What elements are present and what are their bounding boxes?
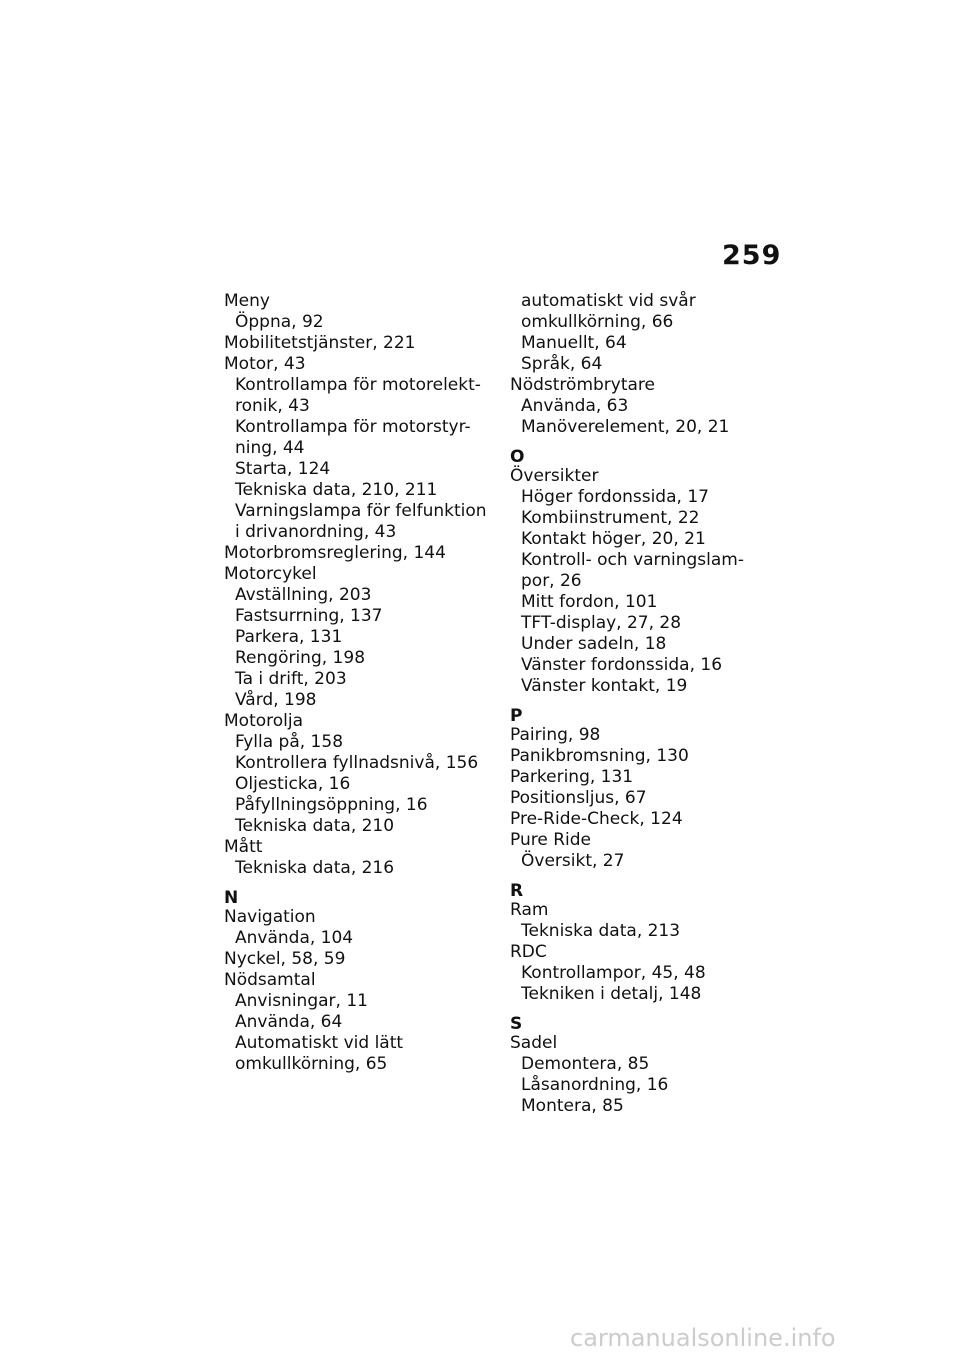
index-subentry: omkullkörning, 66 (521, 312, 674, 332)
page-number: 259 (722, 240, 782, 271)
index-subentry: ning, 44 (235, 438, 305, 458)
index-subentry: Tekniska data, 210, 211 (235, 480, 438, 500)
index-column-left (224, 291, 494, 1075)
index-entry: Meny (224, 291, 270, 311)
index-entry: Nyckel, 58, 59 (224, 949, 346, 969)
index-entry: Motorbromsreglering, 144 (224, 543, 446, 563)
index-subentry: Använda, 104 (235, 928, 354, 948)
index-subentry: Vänster fordonssida, 16 (521, 655, 723, 675)
index-subentry: Kontrollampa för motorstyr- (235, 417, 471, 437)
index-subentry: Använda, 63 (521, 396, 629, 416)
index-subentry: Under sadeln, 18 (521, 634, 667, 654)
index-subentry: automatiskt vid svår (521, 291, 696, 311)
index-entry: Översikter (510, 466, 599, 486)
index-entry: Pre-Ride-Check, 124 (510, 809, 683, 829)
index-subentry: Tekniska data, 213 (521, 921, 681, 941)
index-subentry: Oljesticka, 16 (235, 774, 351, 794)
index-letter-heading: O (510, 447, 525, 467)
index-subentry: Parkera, 131 (235, 627, 343, 647)
index-subentry: Mitt fordon, 101 (521, 592, 658, 612)
index-entry: Motor, 43 (224, 354, 306, 374)
index-subentry: ronik, 43 (235, 396, 310, 416)
index-subentry: Demontera, 85 (521, 1054, 650, 1074)
index-subentry: Höger fordonssida, 17 (521, 487, 709, 507)
index-subentry: Kontrollampor, 45, 48 (521, 963, 706, 983)
index-subentry: Kontroll- och varningslam- (521, 550, 744, 570)
index-entry: Nödsamtal (224, 970, 316, 990)
index-subentry: Varningslampa för felfunktion (235, 501, 487, 521)
index-subentry: Rengöring, 198 (235, 648, 366, 668)
index-entry: Parkering, 131 (510, 767, 634, 787)
index-subentry: Vänster kontakt, 19 (521, 676, 688, 696)
index-letter-heading: N (224, 888, 239, 908)
index-subentry: Kontrollampa för motorelekt- (235, 375, 481, 395)
index-subentry: Manuellt, 64 (521, 333, 627, 353)
index-entry: Motorolja (224, 711, 304, 731)
index-subentry: Öppna, 92 (235, 312, 324, 332)
index-entry: RDC (510, 942, 547, 962)
index-subentry: Fylla på, 158 (235, 732, 344, 752)
index-entry: Positionsljus, 67 (510, 788, 647, 808)
index-subentry: Kontakt höger, 20, 21 (521, 529, 706, 549)
index-column-right (510, 291, 770, 1117)
index-entry: Mått (224, 837, 263, 857)
index-subentry: Ta i drift, 203 (235, 669, 347, 689)
index-subentry: Manöverelement, 20, 21 (521, 417, 730, 437)
index-subentry: Avställning, 203 (235, 585, 372, 605)
index-subentry: Påfyllningsöppning, 16 (235, 795, 428, 815)
index-subentry: Språk, 64 (521, 354, 603, 374)
index-entry: Motorcykel (224, 564, 317, 584)
index-entry: Navigation (224, 907, 316, 927)
index-subentry: Montera, 85 (521, 1096, 624, 1116)
index-subentry: Starta, 124 (235, 459, 331, 479)
index-entry: Mobilitetstjänster, 221 (224, 333, 416, 353)
index-subentry: Översikt, 27 (521, 851, 625, 871)
index-letter-heading: R (510, 881, 524, 901)
index-subentry: Kontrollera fyllnadsnivå, 156 (235, 753, 479, 773)
index-subentry: Vård, 198 (235, 690, 317, 710)
index-subentry: Kombiinstrument, 22 (521, 508, 700, 528)
index-subentry: Fastsurrning, 137 (235, 606, 383, 626)
index-entry: Panikbromsning, 130 (510, 746, 689, 766)
index-entry: Pure Ride (510, 830, 591, 850)
index-subentry: por, 26 (521, 571, 582, 591)
watermark: carmanualsonline.info (570, 1324, 836, 1352)
index-subentry: i drivanordning, 43 (235, 522, 397, 542)
index-subentry: Tekniska data, 210 (235, 816, 395, 836)
index-entry: Pairing, 98 (510, 725, 601, 745)
index-letter-heading: S (510, 1014, 523, 1034)
index-letter-heading: P (510, 706, 523, 726)
index-subentry: Använda, 64 (235, 1012, 343, 1032)
index-subentry: Tekniska data, 216 (235, 858, 395, 878)
index-subentry: omkullkörning, 65 (235, 1054, 388, 1074)
index-subentry: Automatiskt vid lätt (235, 1033, 404, 1053)
index-entry: Nödströmbrytare (510, 375, 656, 395)
index-entry: Ram (510, 900, 549, 920)
index-subentry: TFT-display, 27, 28 (521, 613, 682, 633)
index-subentry: Tekniken i detalj, 148 (521, 984, 702, 1004)
index-subentry: Låsanordning, 16 (521, 1075, 669, 1095)
index-subentry: Anvisningar, 11 (235, 991, 368, 1011)
index-entry: Sadel (510, 1033, 558, 1053)
